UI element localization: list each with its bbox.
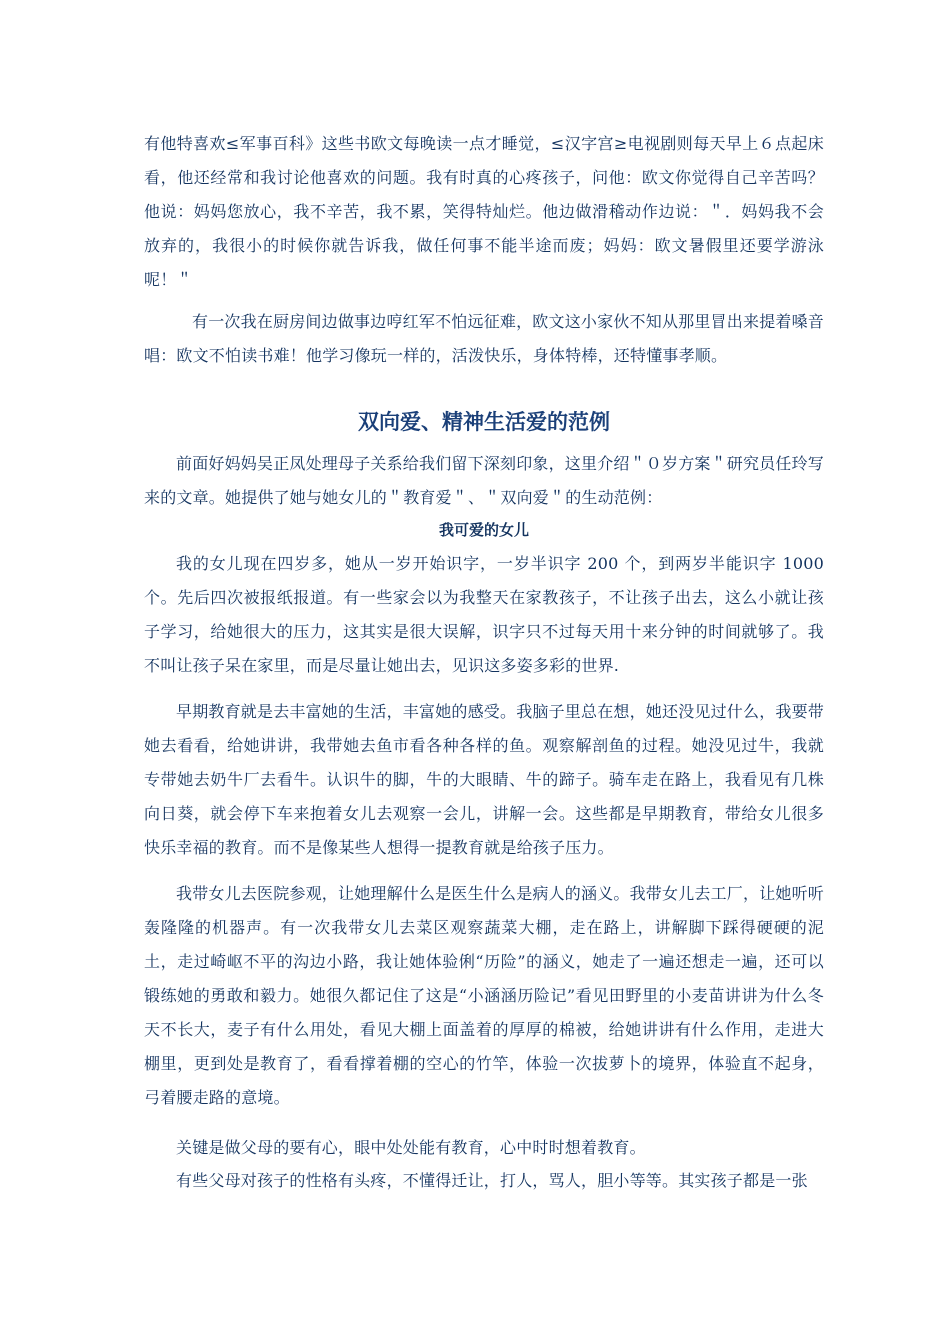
paragraph-intro: 前面好妈妈吴正凤处理母子关系给我们留下深刻印象，这里介绍＂０岁方案＂研究员任玲写来的文章。她提供了她与她女儿的＂教育爱＂、＂双向爱＂的生动范例： [144,454,825,507]
paragraph-daughter-literacy: 我的女儿现在四岁多，她从一岁开始识字，一岁半识字 200 个，到两岁半能识字 1000 个。先后四次被报纸报道。有一些家会以为我整天在家教孩子，不让孩子出去，这么小就让孩子学习，给她很大的压力，这其实是很大误解，识字只不过每天用十来分钟的时间就够了。我不叫让孩子呆在家里，而是尽量让她出去，见识这多姿多彩的世界. [144,554,824,675]
paragraph-ouwen-singing: 有一次我在厨房间边做事边哼红军不怕远征难，欧文这小家伙不知从那里冒出来提着嗓音唱：欧文不怕读书难！他学习像玩一样的，活泼快乐，身体特棒，还特懂事孝顺。 [144,312,824,365]
paragraph-parents-mindful: 关键是做父母的要有心，眼中处处能有教育，心中时时想着教育。 [176,1138,646,1157]
paragraph-field-trips: 我带女儿去医院参观，让她理解什么是医生什么是病人的涵义。我带女儿去工厂，让她听听轰隆隆的机器声。有一次我带女儿去菜区观察蔬菜大棚，走在路上，讲解脚下踩得硬硬的泥土，走过崎岖不平的沟边小路，我让她体验俐“历险”的涵义，她走了一遍还想走一遍，还可以锻练她的勇敢和毅力。她很久都记住了这是“小涵涵历险记”看见田野里的小麦苗讲讲为什么冬天不长大，麦子有什么用处，看见大棚上面盖着的厚厚的棉被，给她讲讲有什么作用，走进大棚里，更到处是教育了，看看撑着棚的空心的竹竿，体验一次拔萝卜的境界，体验直不起身，弓着腰走路的意境。 [144,884,825,1107]
paragraph-child-personality: 有些父母对孩子的性格有头疼，不懂得迁让，打人，骂人，胆小等等。其实孩子都是一张 [176,1171,808,1190]
article-title: 我可爱的女儿 [438,521,529,539]
paragraph-ouwen-reading: 有他特喜欢≤军事百科》这些书欧文每晚读一点才睡觉，≤汉字宫≥电视剧则每天早上６点起床看，他还经常和我讨论他喜欢的问题。我有时真的心疼孩子，问他：欧文你觉得自己辛苦吗？他说：妈妈您放心，我不辛苦，我不累，笑得特灿烂。他边做滑稽动作边说：＂．妈妈我不会放弃的，我很小的时候你就告诉我，做任何事不能半途而废；妈妈：欧文暑假里还要学游泳呢！＂ [144,134,824,289]
section-heading: 双向爱、精神生活爱的范例 [358,410,610,434]
paragraph-early-education: 早期教育就是去丰富她的生活，丰富她的感受。我脑子里总在想，她还没见过什么，我要带她去看看，给她讲讲，我带她去鱼市看各种各样的鱼。观察解剖鱼的过程。她没见过牛，我就专带她去奶牛厂去看牛。认识牛的脚，牛的大眼睛、牛的蹄子。骑车走在路上，我看见有几株向日葵，就会停下车来抱着女儿去观察一会儿，讲解一会。这些都是早期教育，带给女儿很多快乐幸福的教育。而不是像某些人想得一提教育就是给孩子压力。 [144,702,825,857]
